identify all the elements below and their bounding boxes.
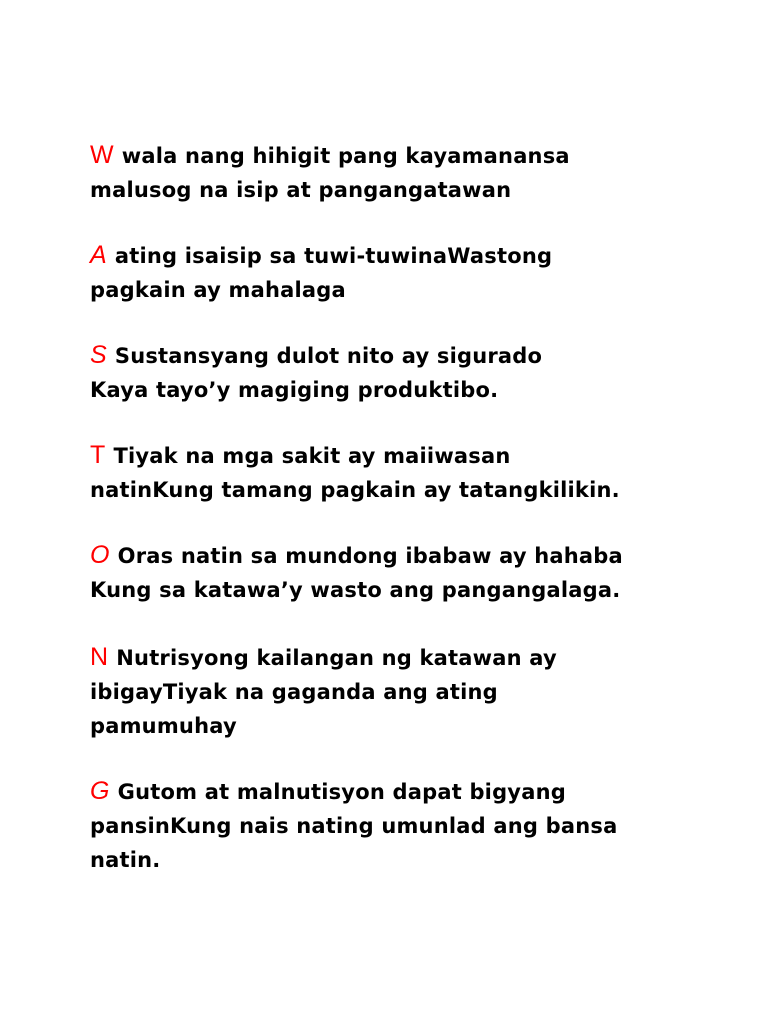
acrostic-letter: W xyxy=(90,141,114,169)
stanza-line xyxy=(90,138,730,173)
stanza-line: Kaya tayo’y magiging produktibo. xyxy=(90,378,499,402)
stanza-text: Sustansyang dulot nito ay sigurado xyxy=(114,344,543,368)
stanza-line: natin. xyxy=(90,848,161,872)
stanza-line xyxy=(90,238,730,273)
acrostic-letter: S xyxy=(90,341,107,369)
stanza-text: wala nang hihigit pang kayamanansa xyxy=(121,144,570,168)
acrostic-letter: T xyxy=(90,441,106,469)
stanza-line: Kung sa katawa’y wasto ang pangangalaga. xyxy=(90,578,621,602)
stanza-text: Tiyak na mga sakit ay maiiwasan xyxy=(113,444,511,468)
stanza-text: Nutrisyong kailangan ng katawan ay xyxy=(116,646,557,670)
stanza-n xyxy=(90,640,730,743)
stanza-line xyxy=(90,774,730,809)
stanza-w xyxy=(90,138,730,207)
stanza-line: pagkain ay mahalaga xyxy=(90,278,346,302)
stanza-t xyxy=(90,438,730,507)
acrostic-letter: O xyxy=(90,541,110,569)
stanza-text: ating isaisip sa tuwi-tuwinaWastong xyxy=(114,244,553,268)
stanza-line: malusog na isip at pangangatawan xyxy=(90,178,512,202)
acrostic-letter: N xyxy=(90,643,109,671)
stanza-text: Gutom at malnutisyon dapat bigyang xyxy=(117,780,566,804)
stanza-o xyxy=(90,538,730,607)
stanza-line: pansinKung nais nating umunlad ang bansa xyxy=(90,814,618,838)
stanza-a xyxy=(90,238,730,307)
stanza-line xyxy=(90,538,730,573)
acrostic-letter: G xyxy=(90,777,110,805)
stanza-line: pamumuhay xyxy=(90,714,237,738)
stanza-text: Oras natin sa mundong ibabaw ay hahaba xyxy=(117,544,623,568)
stanza-line xyxy=(90,640,730,675)
stanza-line: natinKung tamang pagkain ay tatangkilikin. xyxy=(90,478,620,502)
stanza-line: ibigayTiyak na gaganda ang ating xyxy=(90,680,498,704)
stanza-s xyxy=(90,338,730,407)
stanza-line xyxy=(90,438,730,473)
stanza-line xyxy=(90,338,730,373)
stanza-g xyxy=(90,774,730,877)
acrostic-letter: A xyxy=(90,241,107,269)
